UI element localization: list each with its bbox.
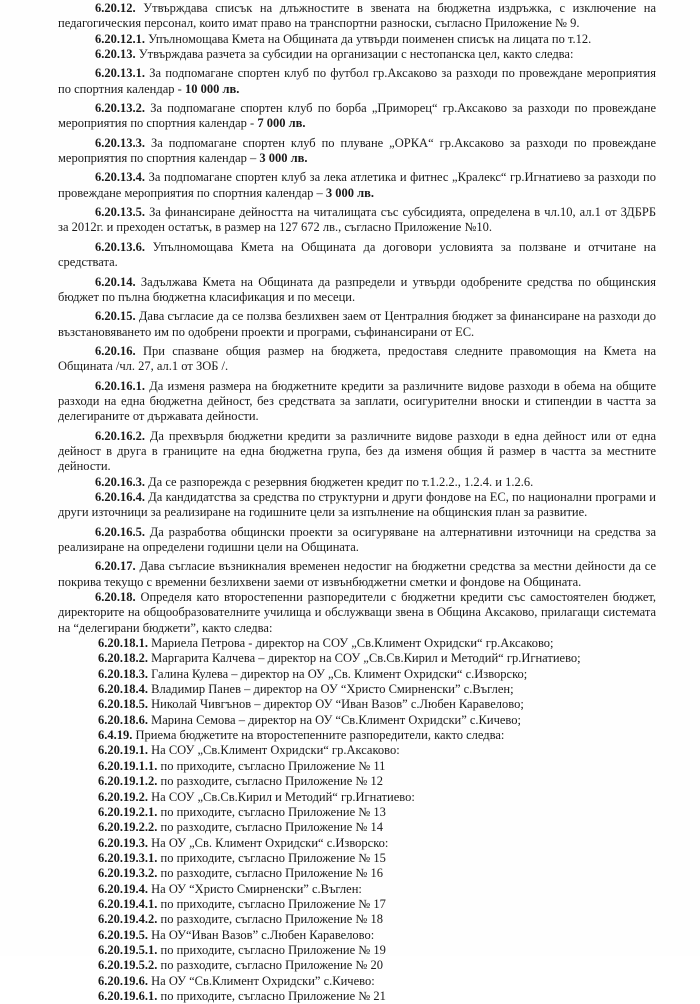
paragraph-6-20-13-2 bbox=[58, 101, 656, 132]
item-number: 6.20.18.6. bbox=[98, 712, 148, 727]
item-text: по разходите, съгласно Приложение № 20 bbox=[160, 958, 383, 973]
paragraph-number: 6.20.16.1. bbox=[95, 378, 145, 393]
paragraph-number: 6.20.12. bbox=[95, 1, 136, 15]
item-number: 6.20.19.3.1. bbox=[98, 850, 158, 865]
paragraph-6-20-13-6 bbox=[58, 240, 656, 271]
paragraph-number: 6.20.17. bbox=[95, 559, 136, 574]
paragraph-text: Да кандидатства за средства по структурни и други фондове на ЕС, по национални програми и други източници за реализиране на годишните цели за изпълнение на общинския план за развитие. bbox=[58, 489, 657, 520]
item-text: Приема бюджетите на второстепенните разпоредители, както следва: bbox=[135, 728, 505, 743]
list-item bbox=[58, 851, 656, 866]
item-text: На ОУ „Св. Климент Охридски“ с.Изворско: bbox=[151, 835, 389, 850]
paragraph-text: Да разработва общински проекти за осигуряване на алтернативни източници на средства за реализиране на определени годишни цели на Общината. bbox=[58, 524, 657, 554]
item-number: 6.20.18.2. bbox=[98, 651, 148, 666]
item-number: 6.20.19.1.1. bbox=[98, 758, 158, 773]
item-text: На ОУ “Христо Смирненски” с.Въглен: bbox=[151, 881, 362, 896]
paragraph-text: За подпомагане спортен клуб по плуване „ОРКА“ гр.Аксаково за разходи по провеждане мероприятия по спортния календар – bbox=[58, 135, 656, 166]
list-item bbox=[58, 667, 656, 682]
list-item bbox=[58, 790, 656, 805]
list-item bbox=[58, 713, 656, 728]
paragraph-text: Да изменя размера на бюджетните кредити за различните видове разходи в обема на общите разходи на една бюджетна дейност, без средствата за заплати, осигурителни вноски и стипендии в частта за делегираните от държавата дейности. bbox=[58, 378, 656, 424]
list-item bbox=[58, 728, 656, 743]
paragraph-number: 6.20.13.1. bbox=[95, 66, 145, 81]
paragraph-number: 6.20.16.3. bbox=[95, 474, 145, 489]
paragraph-text: За подпомагане спортен клуб за лека атлетика и фитнес „Кралекс“ гр.Игнатиево за разходи по провеждане мероприятия по спортния календар – bbox=[58, 170, 656, 200]
item-text: по разходите, съгласно Приложение № 16 bbox=[160, 866, 383, 881]
list-item bbox=[58, 866, 656, 881]
item-number: 6.20.19.4.2. bbox=[98, 912, 158, 927]
item-number: 6.20.19.3. bbox=[98, 835, 148, 850]
item-text: по разходите, съгласно Приложение № 12 bbox=[160, 774, 383, 789]
subsidy-amount: 3 000 лв. bbox=[259, 151, 308, 166]
item-text: На ОУ “Св.Климент Охридски” с.Кичево: bbox=[151, 973, 375, 988]
paragraph-6-20-13-1 bbox=[58, 66, 656, 97]
item-number: 6.20.18.1. bbox=[98, 636, 148, 651]
paragraph-text: Дава съгласие възникналия временен недостиг на бюджетни средства за местни дейности да се покрива текущо с временни безлихвени заеми от извънбюджетни сметки и фондове на Общината. bbox=[58, 559, 656, 589]
allocation-list bbox=[58, 636, 656, 1004]
list-item bbox=[58, 989, 656, 1004]
paragraph-text: Да прехвърля бюджетни кредити за различните видове разходи в една дейност или от една дейност в друга в границите на една бюджетна група, без да изменя общия й размер в частта за местните дейности. bbox=[58, 428, 657, 474]
list-item bbox=[58, 958, 656, 973]
paragraph-text: Определя като второстепенни разпоредители с бюджетни кредити със самостоятелен бюджет, директорите на общообразователните училища и обслужващи звена в Община Аксаково, прилагащи системата на “делегирани бюджети”, както следва: bbox=[58, 590, 657, 635]
paragraph-text: Задължава Кмета на Общината да разпредели и утвърди одобрените средства по общинския бюджет по пълна бюджетна класификация и по месеци. bbox=[58, 274, 656, 304]
list-item bbox=[58, 805, 656, 820]
paragraph-number: 6.20.13.2. bbox=[95, 101, 145, 116]
item-number: 6.20.19.5.1. bbox=[98, 942, 158, 957]
paragraph-number: 6.20.13.5. bbox=[95, 205, 145, 220]
list-item bbox=[58, 697, 656, 712]
list-item bbox=[58, 928, 656, 943]
item-text: по приходите, съгласно Приложение № 15 bbox=[160, 850, 386, 865]
paragraph-6-20-13-3 bbox=[58, 136, 656, 167]
paragraph-6-20-16-1 bbox=[58, 379, 656, 425]
list-item bbox=[58, 882, 656, 897]
item-text: На СОУ „Св.Св.Кирил и Методий“ гр.Игнатиево: bbox=[151, 789, 415, 804]
item-number: 6.20.19.3.2. bbox=[98, 866, 158, 881]
subsidy-amount: 3 000 лв. bbox=[325, 185, 375, 200]
item-number: 6.20.19.6.1. bbox=[98, 988, 158, 1003]
paragraph-6-20-16-5 bbox=[58, 525, 656, 556]
paragraph-text: Утвърждава разчета за субсидии на организации с нестопанска цел, както следва: bbox=[138, 47, 574, 62]
paragraph-6-20-16 bbox=[58, 344, 656, 375]
paragraph-number: 6.20.16.2. bbox=[95, 428, 145, 443]
item-number: 6.20.19.5. bbox=[98, 927, 148, 942]
paragraph-6-20-14 bbox=[58, 275, 656, 306]
list-item bbox=[58, 912, 656, 927]
item-text: Марина Семова – директор на ОУ “Св.Климент Охридски” с.Кичево; bbox=[151, 712, 521, 727]
item-number: 6.20.19.1. bbox=[98, 743, 148, 758]
item-text: На СОУ „Св.Климент Охридски“ гр.Аксаково: bbox=[151, 743, 400, 758]
item-number: 6.20.19.2. bbox=[98, 789, 148, 804]
paragraph-text: За подпомагане спортен клуб по футбол гр.Аксаково за разходи по провеждане мероприятия по спортния календар - bbox=[58, 66, 656, 96]
list-item bbox=[58, 636, 656, 651]
item-text: по приходите, съгласно Приложение № 11 bbox=[160, 758, 386, 773]
item-number: 6.20.18.3. bbox=[98, 666, 148, 681]
list-item bbox=[58, 759, 656, 774]
paragraph-6-20-12 bbox=[58, 1, 656, 32]
item-text: Мариела Петрова - директор на СОУ „Св.Климент Охридски“ гр.Аксаково; bbox=[151, 636, 554, 651]
paragraph-text: За подпомагане спортен клуб по борба „Приморец“ гр.Аксаково за разходи по провеждане мероприятия по спортния календар - bbox=[58, 101, 657, 131]
list-item bbox=[58, 743, 656, 758]
item-text: по приходите, съгласно Приложение № 19 bbox=[160, 942, 386, 957]
item-text: по приходите, съгласно Приложение № 13 bbox=[160, 804, 386, 819]
list-item bbox=[58, 651, 656, 666]
item-text: по приходите, съгласно Приложение № 17 bbox=[160, 896, 386, 911]
item-number: 6.20.19.1.2. bbox=[98, 774, 158, 789]
paragraph-6-20-16-4 bbox=[58, 490, 656, 521]
item-text: по разходите, съгласно Приложение № 14 bbox=[160, 820, 383, 835]
paragraph-6-20-12-1 bbox=[58, 32, 656, 47]
paragraph-text: При спазване общия размер на бюджета, предоставя следните правомощия на Кмета на Общината /чл. 27, ал.1 от ЗОБ /. bbox=[58, 343, 656, 374]
list-item bbox=[58, 774, 656, 789]
list-item bbox=[58, 897, 656, 912]
paragraph-number: 6.20.13.6. bbox=[95, 239, 145, 254]
item-number: 6.20.19.2.2. bbox=[98, 820, 158, 835]
item-number: 6.20.19.5.2. bbox=[98, 958, 158, 973]
paragraph-6-20-18 bbox=[58, 590, 656, 636]
item-number: 6.20.19.6. bbox=[98, 973, 148, 988]
item-text: Галина Кулева – директор на ОУ „Св. Климент Охридски“ с.Изворско; bbox=[151, 666, 528, 681]
list-item bbox=[58, 682, 656, 697]
list-item bbox=[58, 974, 656, 989]
paragraph-number: 6.20.13.4. bbox=[95, 170, 145, 185]
item-number: 6.20.18.5. bbox=[98, 697, 148, 712]
paragraph-number: 6.20.12.1. bbox=[95, 31, 145, 46]
paragraph-number: 6.20.13.3. bbox=[95, 135, 145, 150]
item-number: 6.20.19.2.1. bbox=[98, 804, 158, 819]
item-text: по разходите, съгласно Приложение № 18 bbox=[160, 912, 383, 927]
paragraph-text: За финансиране дейността на читалищата със субсидията, определена в чл.10, ал.1 от ЗДБРБ за 2012г. и преходен остатък, в размер на 127 672 лв., съгласно Приложение №10. bbox=[58, 205, 656, 235]
item-text: Владимир Панев – директор на ОУ “Христо Смирненски” с.Въглен; bbox=[151, 682, 514, 697]
item-text: по приходите, съгласно Приложение № 21 bbox=[160, 988, 386, 1003]
paragraph-text: Дава съгласие да се ползва безлихвен заем от Централния бюджет за финансиране на разходи до възстановяването им по одобрени проекти и програми, съфинансирани от ЕС. bbox=[58, 309, 656, 339]
paragraph-number: 6.20.14. bbox=[95, 274, 136, 289]
paragraph-6-20-13 bbox=[58, 47, 656, 62]
paragraph-6-20-13-5 bbox=[58, 205, 656, 236]
item-number: 6.20.19.4.1. bbox=[98, 896, 158, 911]
item-number: 6.4.19. bbox=[98, 728, 133, 743]
paragraph-text: Да се разпорежда с резервния бюджетен кредит по т.1.2.2., 1.2.4. и 1.2.6. bbox=[148, 474, 534, 489]
list-item bbox=[58, 836, 656, 851]
subsidy-amount: 7 000 лв. bbox=[257, 116, 306, 131]
item-number: 6.20.18.4. bbox=[98, 682, 148, 697]
paragraph-number: 6.20.15. bbox=[95, 309, 136, 324]
item-number: 6.20.19.4. bbox=[98, 881, 148, 896]
item-text: На ОУ“Иван Вазов” с.Любен Каравелово: bbox=[151, 927, 375, 942]
paragraph-6-20-16-2 bbox=[58, 429, 656, 475]
paragraph-number: 6.20.16.4. bbox=[95, 489, 145, 504]
paragraph-text: Упълномощава Кмета на Общината да утвърди поименен списък на лицата по т.12. bbox=[148, 31, 592, 46]
paragraph-6-20-17 bbox=[58, 559, 656, 590]
paragraph-text: Упълномощава Кмета на Общината да договори условията за ползване и отчитане на средствата. bbox=[58, 239, 656, 270]
paragraph-text: Утвърждава списък на длъжностите в звената на бюджетна издръжка, с изключение на педагогическия персонал, които имат право на транспортни разноски, съгласно Приложение № 9. bbox=[58, 1, 657, 31]
paragraph-6-20-16-3 bbox=[58, 475, 656, 490]
paragraph-number: 6.20.16.5. bbox=[95, 524, 145, 539]
item-text: Маргарита Калчева – директор на СОУ „Св.Св.Кирил и Методий“ гр.Игнатиево; bbox=[151, 651, 581, 666]
list-item bbox=[58, 820, 656, 835]
paragraph-6-20-15 bbox=[58, 309, 656, 340]
paragraph-number: 6.20.18. bbox=[95, 590, 136, 605]
paragraph-6-20-13-4 bbox=[58, 170, 656, 201]
paragraph-number: 6.20.16. bbox=[95, 343, 136, 358]
subsidy-amount: 10 000 лв. bbox=[184, 81, 240, 96]
item-text: Николай Чивгънов – директор ОУ “Иван Вазов” с.Любен Каравелово; bbox=[151, 697, 524, 712]
paragraph-number: 6.20.13. bbox=[95, 47, 136, 62]
